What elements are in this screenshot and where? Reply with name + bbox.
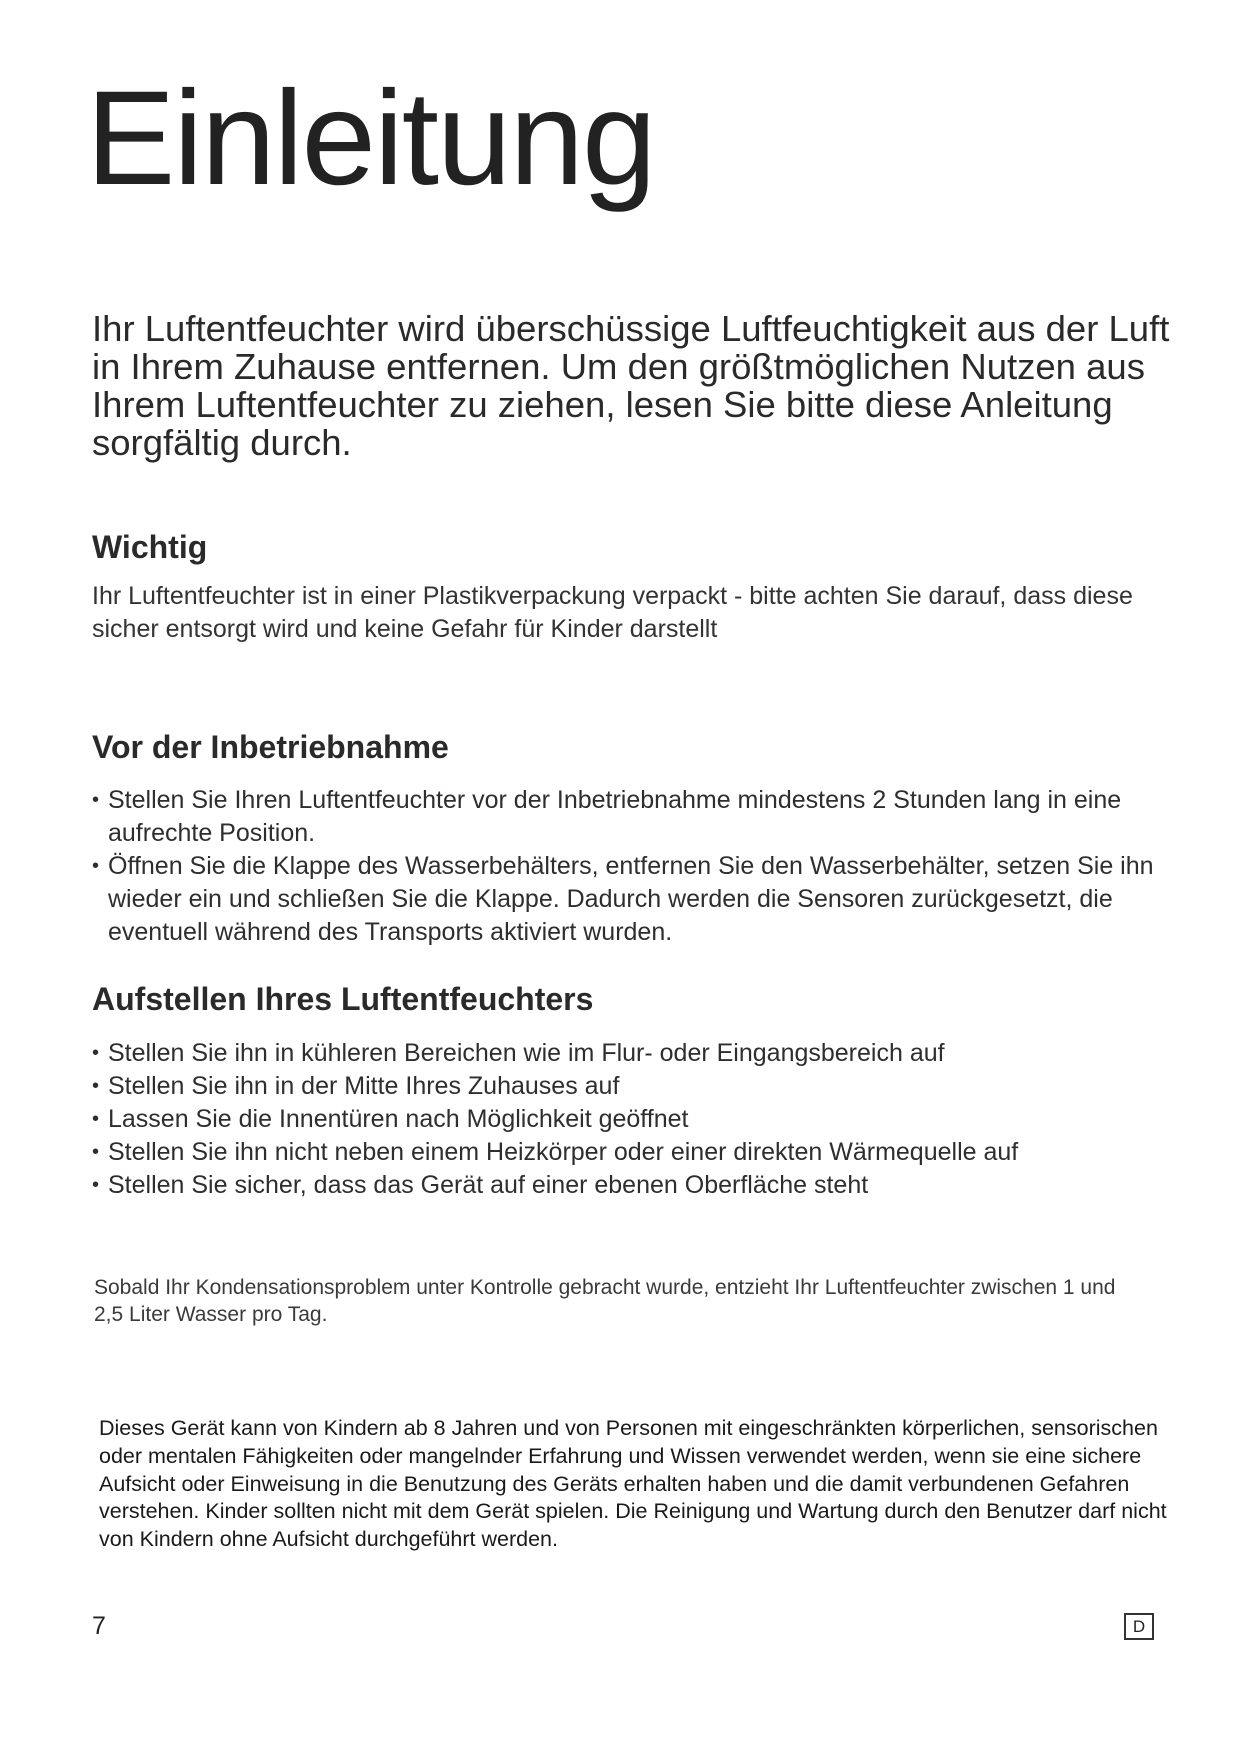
page-title: Einleitung — [86, 64, 655, 213]
water-extraction-note: Sobald Ihr Kondensationsproblem unter Kontrolle gebracht wurde, entzieht Ihr Luftentfeuchter zwischen 1 und 2,5 Liter Wasser pro Tag. — [94, 1276, 1116, 1326]
section-heading-wichtig: Wichtig — [92, 529, 208, 565]
language-badge: D — [1124, 1613, 1154, 1640]
intro-paragraph: Ihr Luftentfeuchter wird überschüssige Luftfeuchtigkeit aus der Luft in Ihrem Zuhause entfernen. Um den größtmöglichen Nutzen aus Ihrem Luftentfeuchter zu ziehen, lesen Sie bitte diese Anleitung sorgfältig durch. — [92, 308, 1170, 463]
page-number: 7 — [92, 1612, 106, 1640]
section-heading-aufstellen: Aufstellen Ihres Luftentfeuchters — [92, 981, 594, 1017]
list-item: • Lassen Sie die Innentüren nach Möglichkeit geöffnet — [92, 1103, 1172, 1136]
list-item: • Stellen Sie sicher, dass das Gerät auf einer ebenen Oberfläche steht — [92, 1169, 1172, 1202]
list-item: • Stellen Sie ihn in der Mitte Ihres Zuhauses auf — [92, 1070, 1172, 1103]
list-item: • Stellen Sie ihn nicht neben einem Heizkörper oder einer direkten Wärmequelle auf — [92, 1136, 1172, 1169]
list-item: • Öffnen Sie die Klappe des Wasserbehälters, entfernen Sie den Wasserbehälter, setzen Sie ihn wieder ein und schließen Sie die Klappe. Dadurch werden die Sensoren zurückgesetzt, die eventuell während des Transports aktiviert wurden. — [92, 850, 1172, 949]
inbetriebnahme-list — [92, 784, 1172, 949]
wichtig-text: Ihr Luftentfeuchter ist in einer Plastikverpackung verpackt - bitte achten Sie darauf, dass diese sicher entsorgt wird und keine Gefahr für Kinder darstellt — [92, 582, 1133, 643]
aufstellen-list — [92, 1037, 1172, 1202]
list-item: • Stellen Sie ihn in kühleren Bereichen wie im Flur- oder Eingangsbereich auf — [92, 1037, 1172, 1070]
section-heading-inbetriebnahme: Vor der Inbetriebnahme — [92, 729, 449, 765]
safety-warning: Dieses Gerät kann von Kindern ab 8 Jahren und von Personen mit eingeschränkten körperlichen, sensorischen oder mentalen Fähigkeiten oder mangelnder Erfahrung und Wissen verwendet werden, wenn sie eine sichere Aufsicht oder Einweisung in die Benutzung des Geräts erhalten haben und die damit verbundenen Gefahren verstehen. Kinder sollten nicht mit dem Gerät spielen. Die Reinigung und Wartung durch den Benutzer darf nicht von Kindern ohne Aufsicht durchgeführt werden. — [99, 1416, 1167, 1552]
list-item: • Stellen Sie Ihren Luftentfeuchter vor der Inbetriebnahme mindestens 2 Stunden lang in eine aufrechte Position. — [92, 784, 1172, 850]
